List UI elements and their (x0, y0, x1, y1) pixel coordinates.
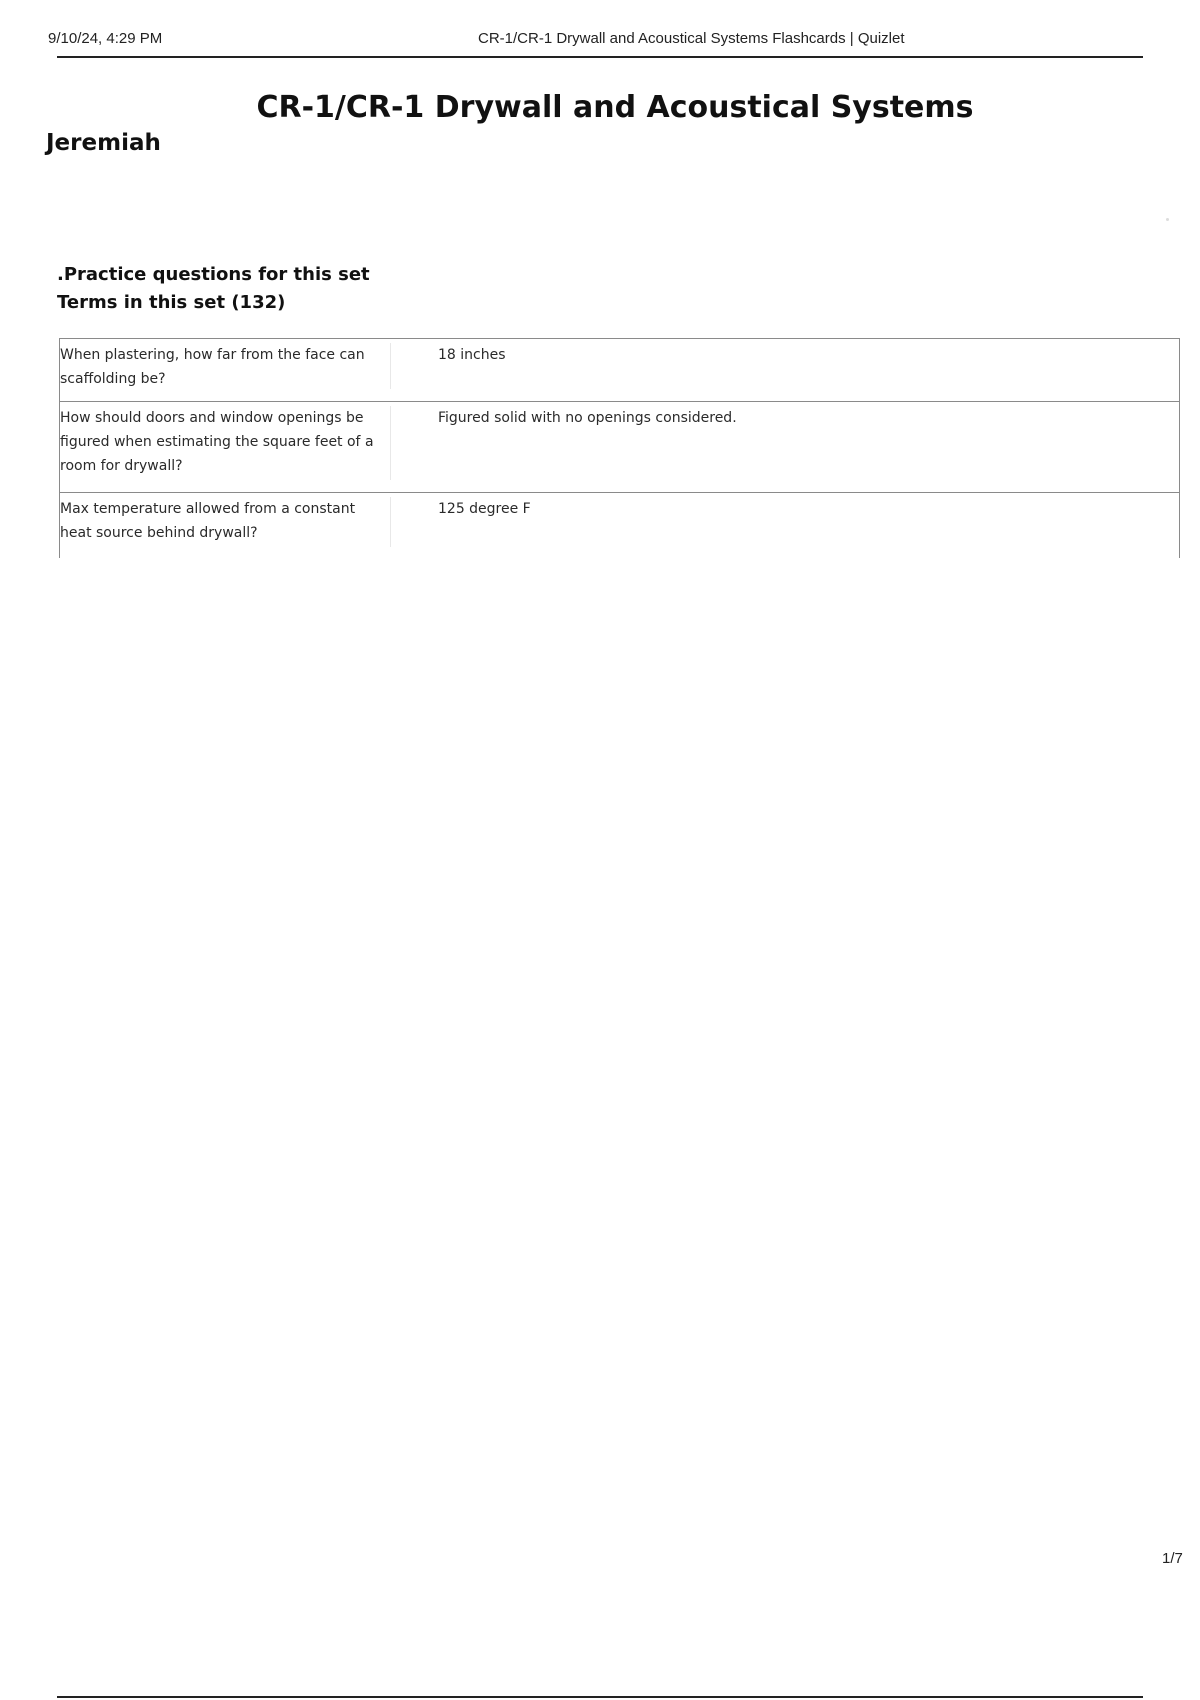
term-row (60, 402, 1179, 493)
header-divider (57, 56, 1143, 58)
term-question: How should doors and window openings be figured when estimating the square feet of a room for drywall? (60, 406, 391, 480)
term-answer: Figured solid with no openings considered. (438, 410, 737, 426)
terms-count-heading: Terms in this set (132) (57, 292, 286, 313)
author-name: Jeremiah (46, 130, 161, 156)
term-answer: 125 degree F (438, 501, 531, 517)
terms-table (59, 338, 1180, 558)
term-question: Max temperature allowed from a constant heat source behind drywall? (60, 497, 391, 547)
print-document-title: CR-1/CR-1 Drywall and Acoustical Systems Flashcards | Quizlet (478, 30, 905, 47)
term-row (60, 493, 1179, 558)
term-answer: 18 inches (438, 347, 506, 363)
page-title: CR-1/CR-1 Drywall and Acoustical Systems (256, 90, 974, 125)
print-date: 9/10/24, 4:29 PM (48, 30, 163, 47)
footer-divider (57, 1696, 1143, 1698)
term-question: When plastering, how far from the face can scaffolding be? (60, 343, 391, 389)
print-header (48, 30, 1143, 56)
term-row (60, 339, 1179, 402)
scan-artifact-dot (1166, 218, 1169, 221)
page-number: 1/7 (1162, 1550, 1183, 1567)
practice-questions-heading[interactable]: .Practice questions for this set (57, 264, 370, 285)
